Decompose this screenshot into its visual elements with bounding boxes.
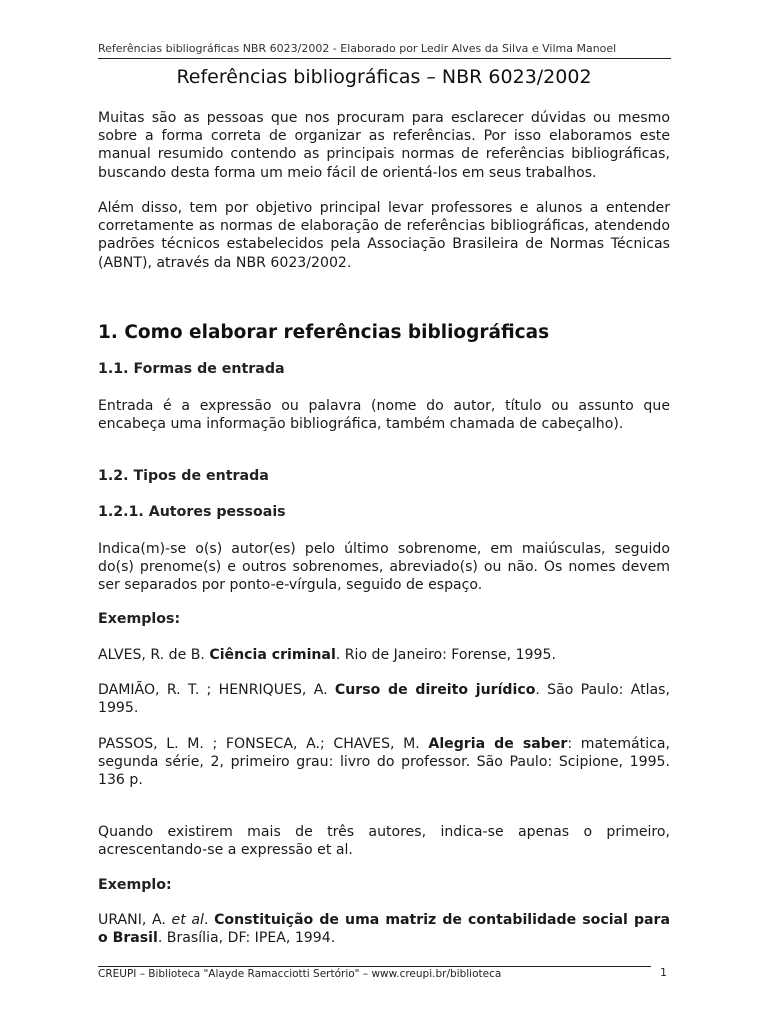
footer-divider (98, 966, 651, 967)
reference-title: Alegria de saber (428, 736, 568, 752)
intro-paragraph-1: Muitas são as pessoas que nos procuram para esclarecer dúvidas ou mesmo sobre a forma correta de organizar as referências. Por isso elaboramos este manual resumido contendo as principais normas de referências bibliográficas, buscando desta forma um meio fácil de orientá-los em seus trabalhos. (98, 110, 670, 181)
page-number: 1 (660, 966, 667, 979)
reference-imprint: . São Paulo: Atlas, 1995. (98, 682, 670, 717)
footer-text: CREUPI – Biblioteca "Alayde Ramacciotti Sertório" – www.creupi.br/biblioteca (98, 968, 502, 980)
reference-title: Constituição de uma matriz de contabilidade social para o Brasil (98, 912, 671, 947)
subsection-1-1-text: Entrada é a expressão ou palavra (nome do autor, título ou assunto que encabeça uma informação bibliográfica, também chamada de cabeçalho). (98, 398, 670, 433)
reference-title: Curso de direito jurídico (334, 682, 536, 698)
reference-imprint: . Brasília, DF: IPEA, 1994. (157, 930, 336, 947)
reference-title: Ciência criminal (209, 647, 336, 663)
intro-paragraph-2: Além disso, tem por objetivo principal levar professores e alunos a entender corretamente as normas de elaboração de referências bibliográficas, atendendo padrões técnicos estabelecidos pela Associação Brasileira de Normas Técnicas (ABNT), através da NBR 6023/2002. (98, 200, 670, 271)
reference-authors: URANI, A. (98, 912, 172, 928)
reference-et-al: et al (171, 912, 204, 928)
reference-authors: ALVES, R. de B. (98, 647, 210, 663)
running-header: Referências bibliográficas NBR 6023/2002 - Elaborado por Ledir Alves da Silva e Vilma Manoel (98, 42, 671, 59)
reference-example-2 (98, 681, 670, 717)
subsection-heading-1-2-1: 1.2.1. Autores pessoais (98, 504, 286, 520)
section-heading-1: 1. Como elaborar referências bibliográficas (98, 322, 550, 343)
reference-imprint: . Rio de Janeiro: Forense, 1995. (335, 647, 556, 663)
reference-authors: DAMIÃO, R. T. ; HENRIQUES, A. (98, 682, 335, 698)
reference-example-1 (98, 646, 670, 664)
reference-example-3 (98, 735, 670, 790)
subsection-heading-1-2: 1.2. Tipos de entrada (98, 468, 269, 484)
reference-example-et-al (98, 911, 670, 947)
more-authors-paragraph: Quando existirem mais de três autores, indica-se apenas o primeiro, acrescentando-se a expressão et al. (98, 824, 670, 859)
subsection-heading-1-1: 1.1. Formas de entrada (98, 361, 285, 377)
subsection-1-2-1-text: Indica(m)-se o(s) autor(es) pelo último sobrenome, em maiúsculas, seguido do(s) prenome(s) e outros sobrenomes, abreviado(s) ou não. Os nomes devem ser separados por ponto-e-vírgula, seguido de espaço. (98, 541, 670, 594)
document-title: Referências bibliográficas – NBR 6023/2002 (176, 66, 592, 88)
reference-separator: . (203, 912, 215, 928)
example-label: Exemplo: (98, 877, 172, 893)
reference-imprint: : matemática, segunda série, 2, primeiro grau: livro do professor. São Paulo: Scipione, 1995. 136 p. (98, 736, 670, 789)
examples-label: Exemplos: (98, 611, 181, 627)
reference-authors: PASSOS, L. M. ; FONSECA, A.; CHAVES, M. (98, 736, 429, 752)
